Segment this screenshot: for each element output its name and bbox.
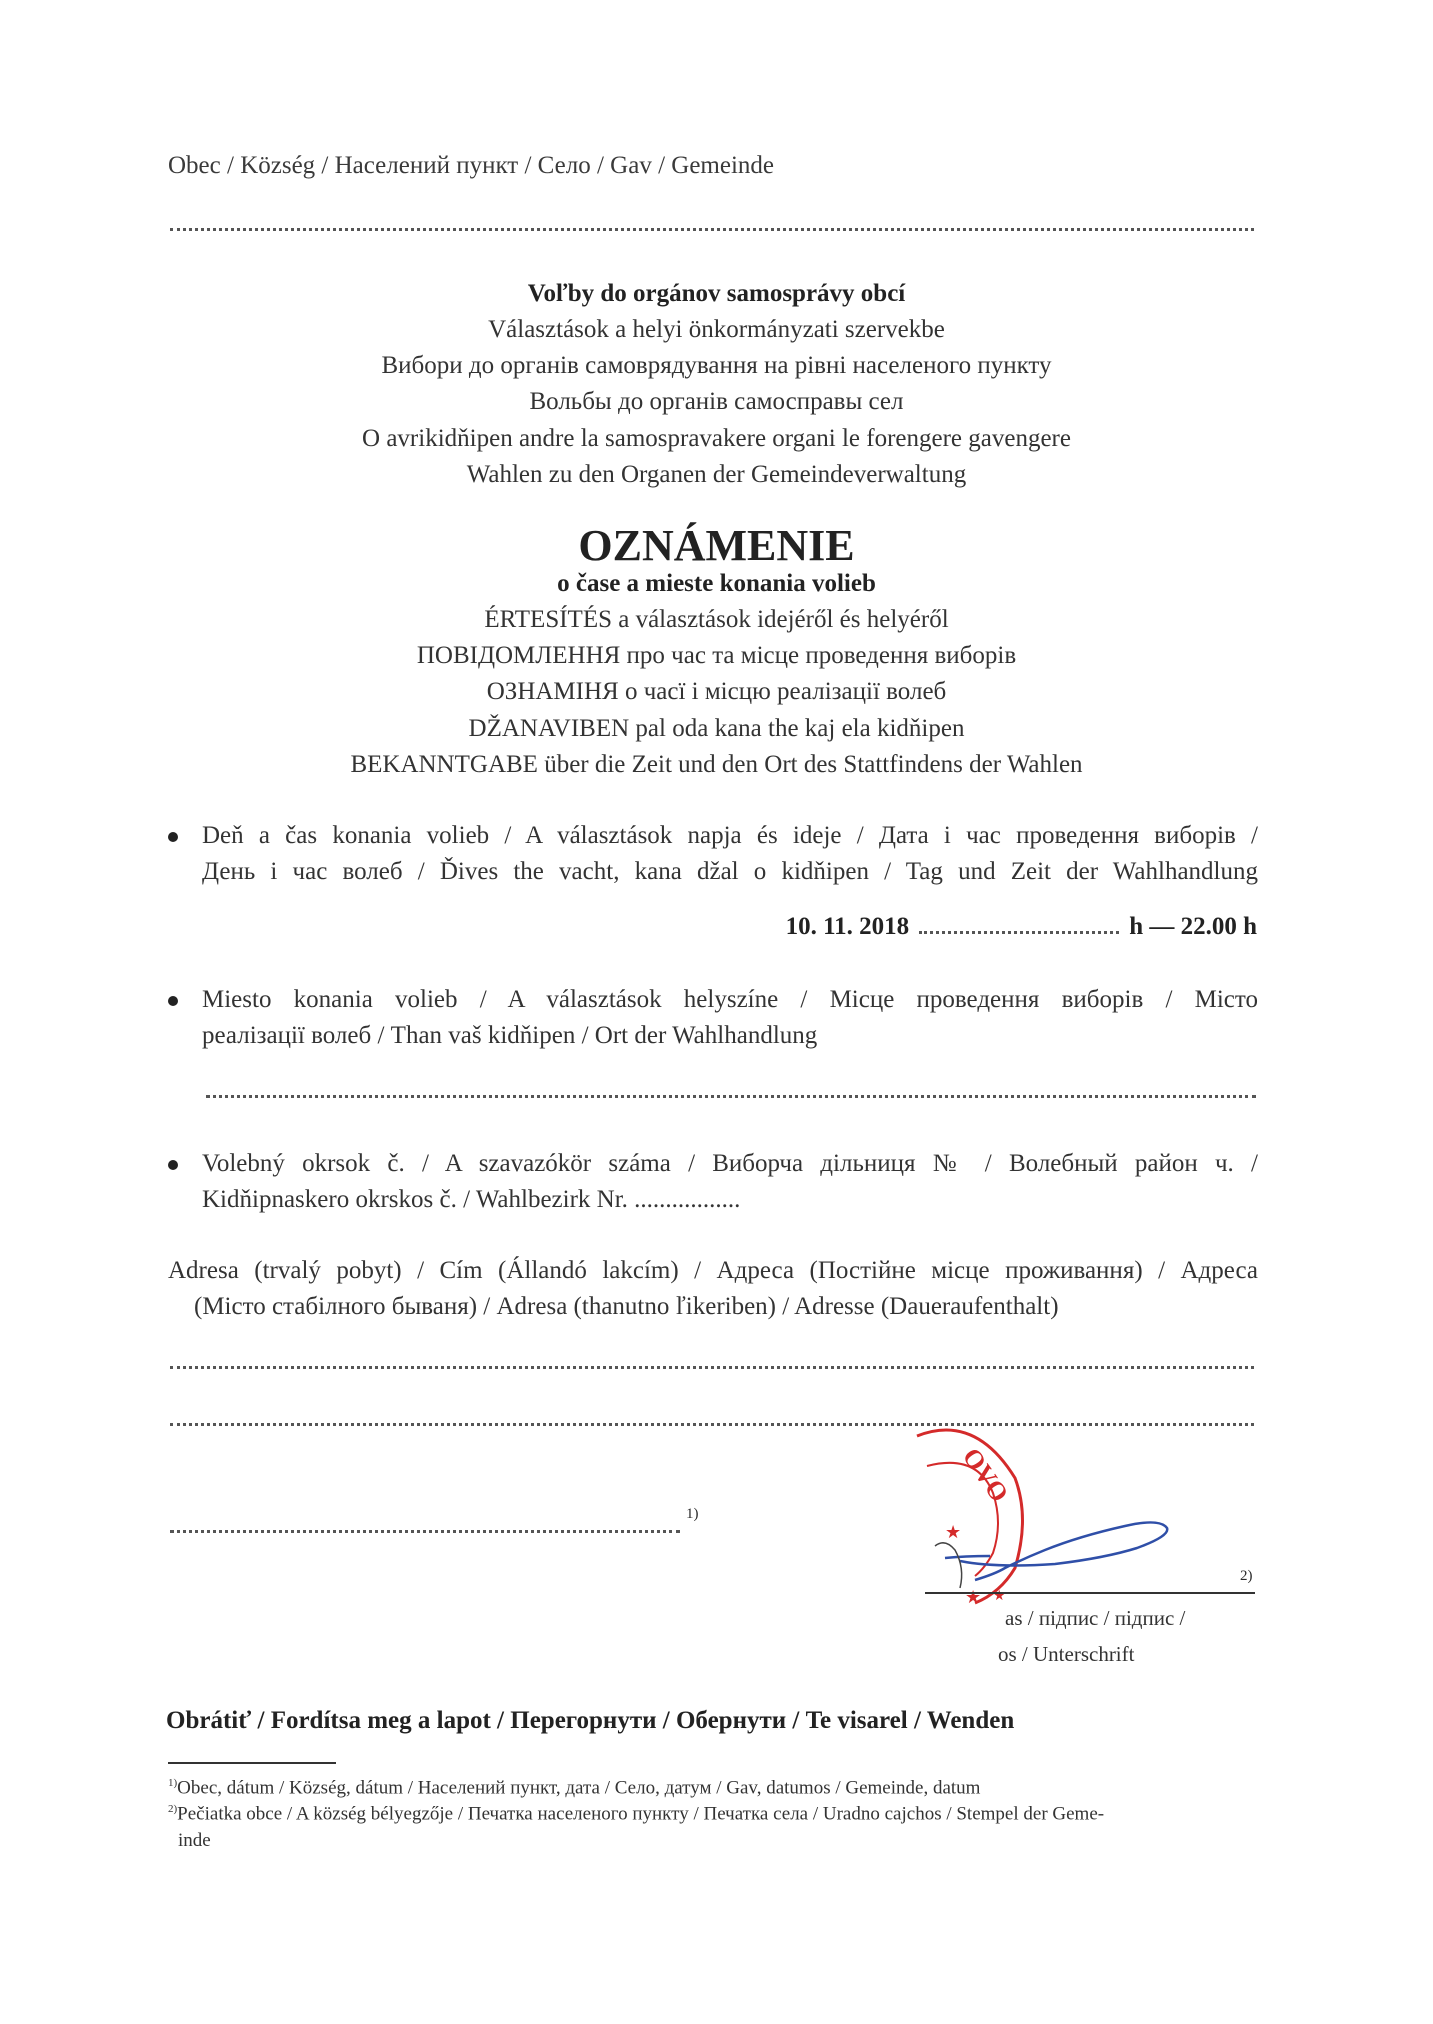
address-label-line2: (Місто стабілного бываня) / Adresa (thanutno ľikeriben) / Adresse (Daueraufenthalt) <box>194 1293 1059 1320</box>
place-field[interactable] <box>206 1095 1256 1098</box>
footnote-2-text: Pečiatka obce / A község bélyegzője / Печатка населеного пункту / Печатка села / Uradno cajchos / Stempel der Geme- <box>177 1803 1105 1825</box>
notice-heading: OZNÁMENIE <box>578 521 855 570</box>
stamp-seal <box>917 1430 1023 1607</box>
date-time-section <box>168 818 1258 890</box>
svg-text:OVO: OVO <box>956 1442 1015 1508</box>
svg-text:★: ★ <box>965 1587 982 1607</box>
place-date-field[interactable] <box>170 1530 680 1533</box>
place-label-line1: Miesto konania volieb / A választások helyszíne / Місце проведення виборів / Місто <box>202 986 1258 1013</box>
election-title-rusyn: Вольбы до органів самосправы сел <box>529 388 904 415</box>
election-title-uk: Вибори до органів самоврядування на рівні населеного пункту <box>381 352 1052 379</box>
municipal-stamp <box>905 1418 1245 1638</box>
bullet-icon <box>168 832 178 842</box>
place-date-footnote-marker: 1) <box>686 1506 699 1522</box>
footnote-1-marker: 1) <box>168 1777 178 1789</box>
place-section <box>168 982 1258 1054</box>
municipality-label: Obec / Község / Населений пункт / Село / Gav / Gemeinde <box>168 152 774 179</box>
stamp-footnote-marker: 2) <box>1240 1568 1253 1584</box>
footnote-divider <box>168 1762 336 1764</box>
address-section <box>168 1253 1258 1325</box>
address-label-line1: Adresa (trvalý pobyt) / Cím (Állandó lakcím) / Адреса (Постійне місце проживання) / Адреса <box>168 1257 1258 1284</box>
notice-translation-de: BEKANNTGABE über die Zeit und den Ort des Stattfindens der Wahlen <box>350 751 1083 778</box>
notice-translation-rusyn: ОЗНАМІНЯ о часї і місцю реалізації волеб <box>486 678 947 705</box>
footnote-2-marker: 2) <box>168 1803 178 1815</box>
footnote-2 <box>168 1796 1258 1854</box>
date-time-value <box>786 913 1257 941</box>
footnote-2-continuation: inde <box>178 1830 211 1852</box>
election-title-hu: Választások a helyi önkormányzati szervekbe <box>488 316 945 343</box>
notice-translation-romani: DŽANAVIBEN pal oda kana the kaj ela kidňipen <box>468 715 965 742</box>
start-time-field[interactable] <box>919 913 1119 934</box>
signature-line <box>925 1592 1255 1594</box>
municipality-field[interactable] <box>170 228 1254 231</box>
district-section <box>168 1146 1258 1218</box>
date-time-label-line1: Deň a čas konania volieb / A választások napja és ideje / Дата і час проведення виборів / <box>202 822 1258 849</box>
notice-translation-uk: ПОВІДОМЛЕННЯ про час та місце проведення виборів <box>416 642 1017 669</box>
handwritten-signature <box>935 1522 1167 1588</box>
election-title-romani: O avrikidňipen andre la samospravakere organi le forengere gavengere <box>362 425 1071 452</box>
election-date: 10. 11. 2018 <box>785 913 910 940</box>
bullet-icon <box>168 996 178 1006</box>
district-label-line1: Volebný okrsok č. / A szavazókör száma / Виборча дільниця № / Волебный район ч. / <box>202 1150 1258 1177</box>
svg-text:★: ★ <box>945 1522 962 1542</box>
place-label-line2: реалізації волеб / Than vaš kidňipen / Ort der Wahlhandlung <box>202 1022 818 1049</box>
signature-caption-line1: as / підпис / підпис / <box>1005 1606 1186 1630</box>
svg-text:★: ★ <box>993 1589 1006 1604</box>
notice-subheading: o čase a mieste konania volieb <box>557 570 876 597</box>
turn-page-instruction: Obrátiť / Fordítsa meg a lapot / Перегорнути / Обернути / Te visarel / Wenden <box>166 1707 1015 1734</box>
notice-translation-hu: ÉRTESÍTÉS a választások idejéről és helyéről <box>484 606 949 633</box>
district-label-line2: Kidňipnaskero okrskos č. / Wahlbezirk Nr. ................. <box>202 1186 741 1213</box>
address-field-1[interactable] <box>170 1366 1254 1369</box>
footnote-1-text: Obec, dátum / Község, dátum / Населений пункт, дата / Село, датум / Gav, datumos / Gemeinde, datum <box>177 1777 981 1799</box>
election-time: h — 22.00 h <box>1129 913 1257 940</box>
signature-caption-line2: os / Unterschrift <box>998 1642 1135 1666</box>
election-title-de: Wahlen zu den Organen der Gemeindeverwaltung <box>466 461 967 488</box>
bullet-icon <box>168 1160 178 1170</box>
date-time-label-line2: День і час волеб / Ďives the vacht, kana džal o kidňipen / Tag und Zeit der Wahlhandlung <box>202 858 1258 885</box>
election-title-sk: Voľby do orgánov samosprávy obcí <box>527 280 906 307</box>
